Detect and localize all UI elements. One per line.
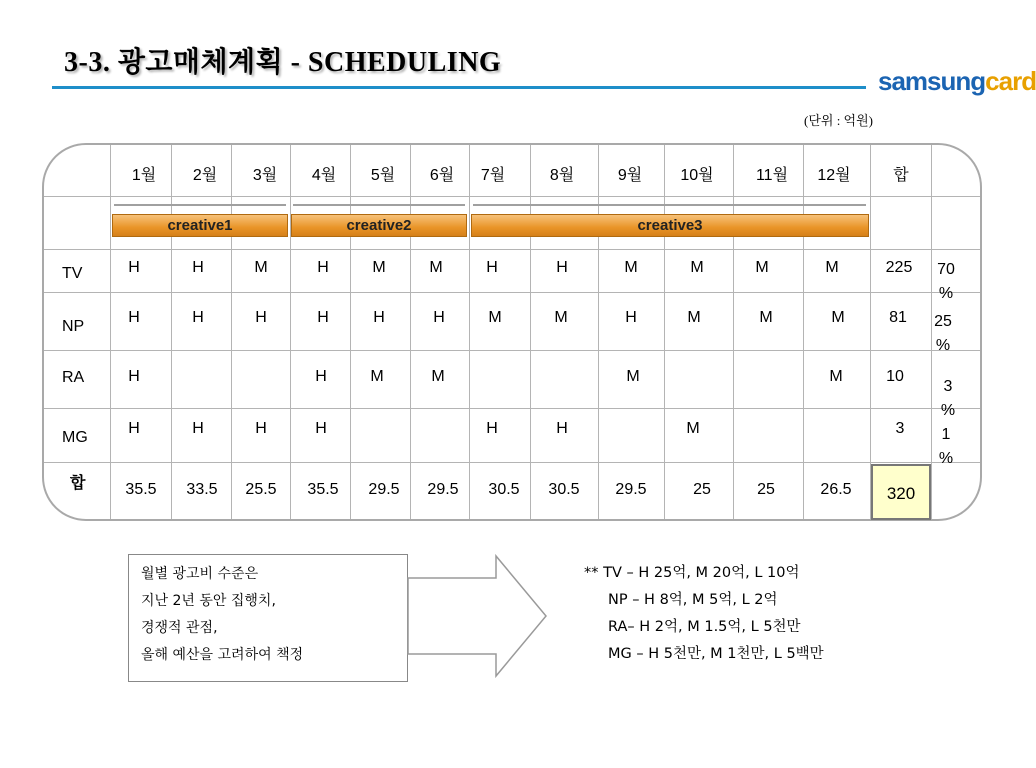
month-header: 4월 [311,167,337,184]
sum-cell: 29.5 [427,481,459,498]
schedule-cell: H [315,420,327,437]
note-line: 경쟁적 관점, [141,620,218,636]
legend-line-np: NP – H 8억, M 5억, L 2억 [608,592,778,608]
month-header: 6월 [429,167,455,184]
note-line: 월별 광고비 수준은 [141,566,259,582]
schedule-cell: H [433,309,445,326]
grid-line [469,145,470,519]
level-legend [584,560,824,668]
grid-line [44,350,980,351]
sum-cell: 35.5 [307,481,339,498]
month-header: 12월 [817,167,851,184]
grid-line [530,145,531,519]
schedule-cell: M [488,309,502,326]
sum-cell: 30.5 [488,481,520,498]
month-header: 2월 [192,167,218,184]
share-pct: 3 % [940,378,956,419]
schedule-cell: H [192,420,204,437]
row-total: 225 [885,259,913,276]
grid-line [410,145,411,519]
schedule-cell: H [373,309,385,326]
month-header: 7월 [480,167,506,184]
creative3-bar: creative3 [471,214,869,237]
month-header: 5월 [370,167,396,184]
grid-line [44,196,980,197]
row-total: 81 [889,309,907,326]
grand-total: 320 [871,464,931,520]
schedule-cell: M [759,309,773,326]
schedule-cell: M [831,309,845,326]
month-header: 8월 [549,167,575,184]
grid-line [803,145,804,519]
schedule-cell: H [192,259,204,276]
schedule-cell: M [254,259,268,276]
row-label-ra: RA [62,369,85,386]
grid-line [231,145,232,519]
schedule-cell: H [625,309,637,326]
period-arrow [473,204,866,206]
schedule-cell: M [687,309,701,326]
schedule-cell: H [486,259,498,276]
grid-line [44,408,980,409]
grid-line [598,145,599,519]
grid-line [350,145,351,519]
grid-line [44,249,980,250]
sum-cell: 29.5 [368,481,400,498]
row-label-sum: 합 [70,475,86,492]
schedule-cell: H [315,368,327,385]
month-header: 9월 [617,167,643,184]
grid-line [44,462,980,463]
month-header: 10월 [680,167,714,184]
legend-line-ra: RA– H 2억, M 1.5억, L 5천만 [608,619,801,635]
schedule-cell: H [556,420,568,437]
sum-cell: 25 [757,481,775,498]
sum-cell: 25.5 [245,481,277,498]
sum-cell: 33.5 [186,481,218,498]
schedule-cell: H [556,259,568,276]
right-arrow-icon [406,554,552,694]
unit-note: (단위 : 억원) [804,113,874,128]
schedule-cell: M [825,259,839,276]
note-line: 지난 2년 동안 집행치, [141,593,276,609]
schedule-cell: M [690,259,704,276]
period-arrow [293,204,465,206]
grid-line [110,145,111,519]
row-label-mg: MG [62,429,88,446]
legend-line-tv: ** TV – H 25억, M 20억, L 10억 [584,565,800,581]
grid-line [664,145,665,519]
schedule-cell: H [192,309,204,326]
schedule-cell: H [128,309,140,326]
brand-logo: samsungcard [878,66,1036,96]
note-line: 올해 예산을 고려하여 책정 [141,647,304,663]
share-pct: 1 % [938,426,954,467]
month-header: 1월 [131,167,157,184]
title-underline [52,86,866,89]
share-pct: 70 % [937,261,955,302]
month-header: 3월 [252,167,278,184]
sum-cell: 35.5 [125,481,157,498]
grid-line [290,145,291,519]
row-label-tv: TV [62,265,83,282]
creative2-bar: creative2 [291,214,467,237]
schedule-cell: H [255,420,267,437]
row-label-np: NP [62,318,85,335]
schedule-cell: M [755,259,769,276]
schedule-cell: M [372,259,386,276]
schedule-cell: M [554,309,568,326]
schedule-cell: H [128,420,140,437]
month-header: 11월 [755,167,789,184]
schedule-cell: M [686,420,700,437]
share-pct: 25 % [934,313,952,354]
page-title: 3-3. 광고매체계획 - SCHEDULING [64,47,502,78]
schedule-cell: H [317,309,329,326]
row-total: 3 [895,420,905,437]
sum-cell: 29.5 [615,481,647,498]
schedule-cell: H [255,309,267,326]
schedule-cell: M [429,259,443,276]
schedule-cell: M [370,368,384,385]
sum-cell: 30.5 [548,481,580,498]
schedule-cell: M [829,368,843,385]
schedule-cell: H [317,259,329,276]
sum-cell: 25 [693,481,711,498]
sum-cell: 26.5 [820,481,852,498]
grid-line [171,145,172,519]
grid-line [733,145,734,519]
budget-note-box [128,554,408,682]
schedule-cell: M [431,368,445,385]
schedule-table-frame [42,143,982,521]
period-arrow [114,204,286,206]
schedule-cell: M [626,368,640,385]
row-total: 10 [886,368,904,385]
creative1-bar: creative1 [112,214,288,237]
grid-line [44,292,980,293]
legend-line-mg: MG – H 5천만, M 1천만, L 5백만 [608,646,824,662]
schedule-cell: H [128,368,140,385]
schedule-cell: H [128,259,140,276]
schedule-cell: H [486,420,498,437]
total-header: 합 [893,167,909,184]
schedule-cell: M [624,259,638,276]
grid-line [870,145,871,519]
